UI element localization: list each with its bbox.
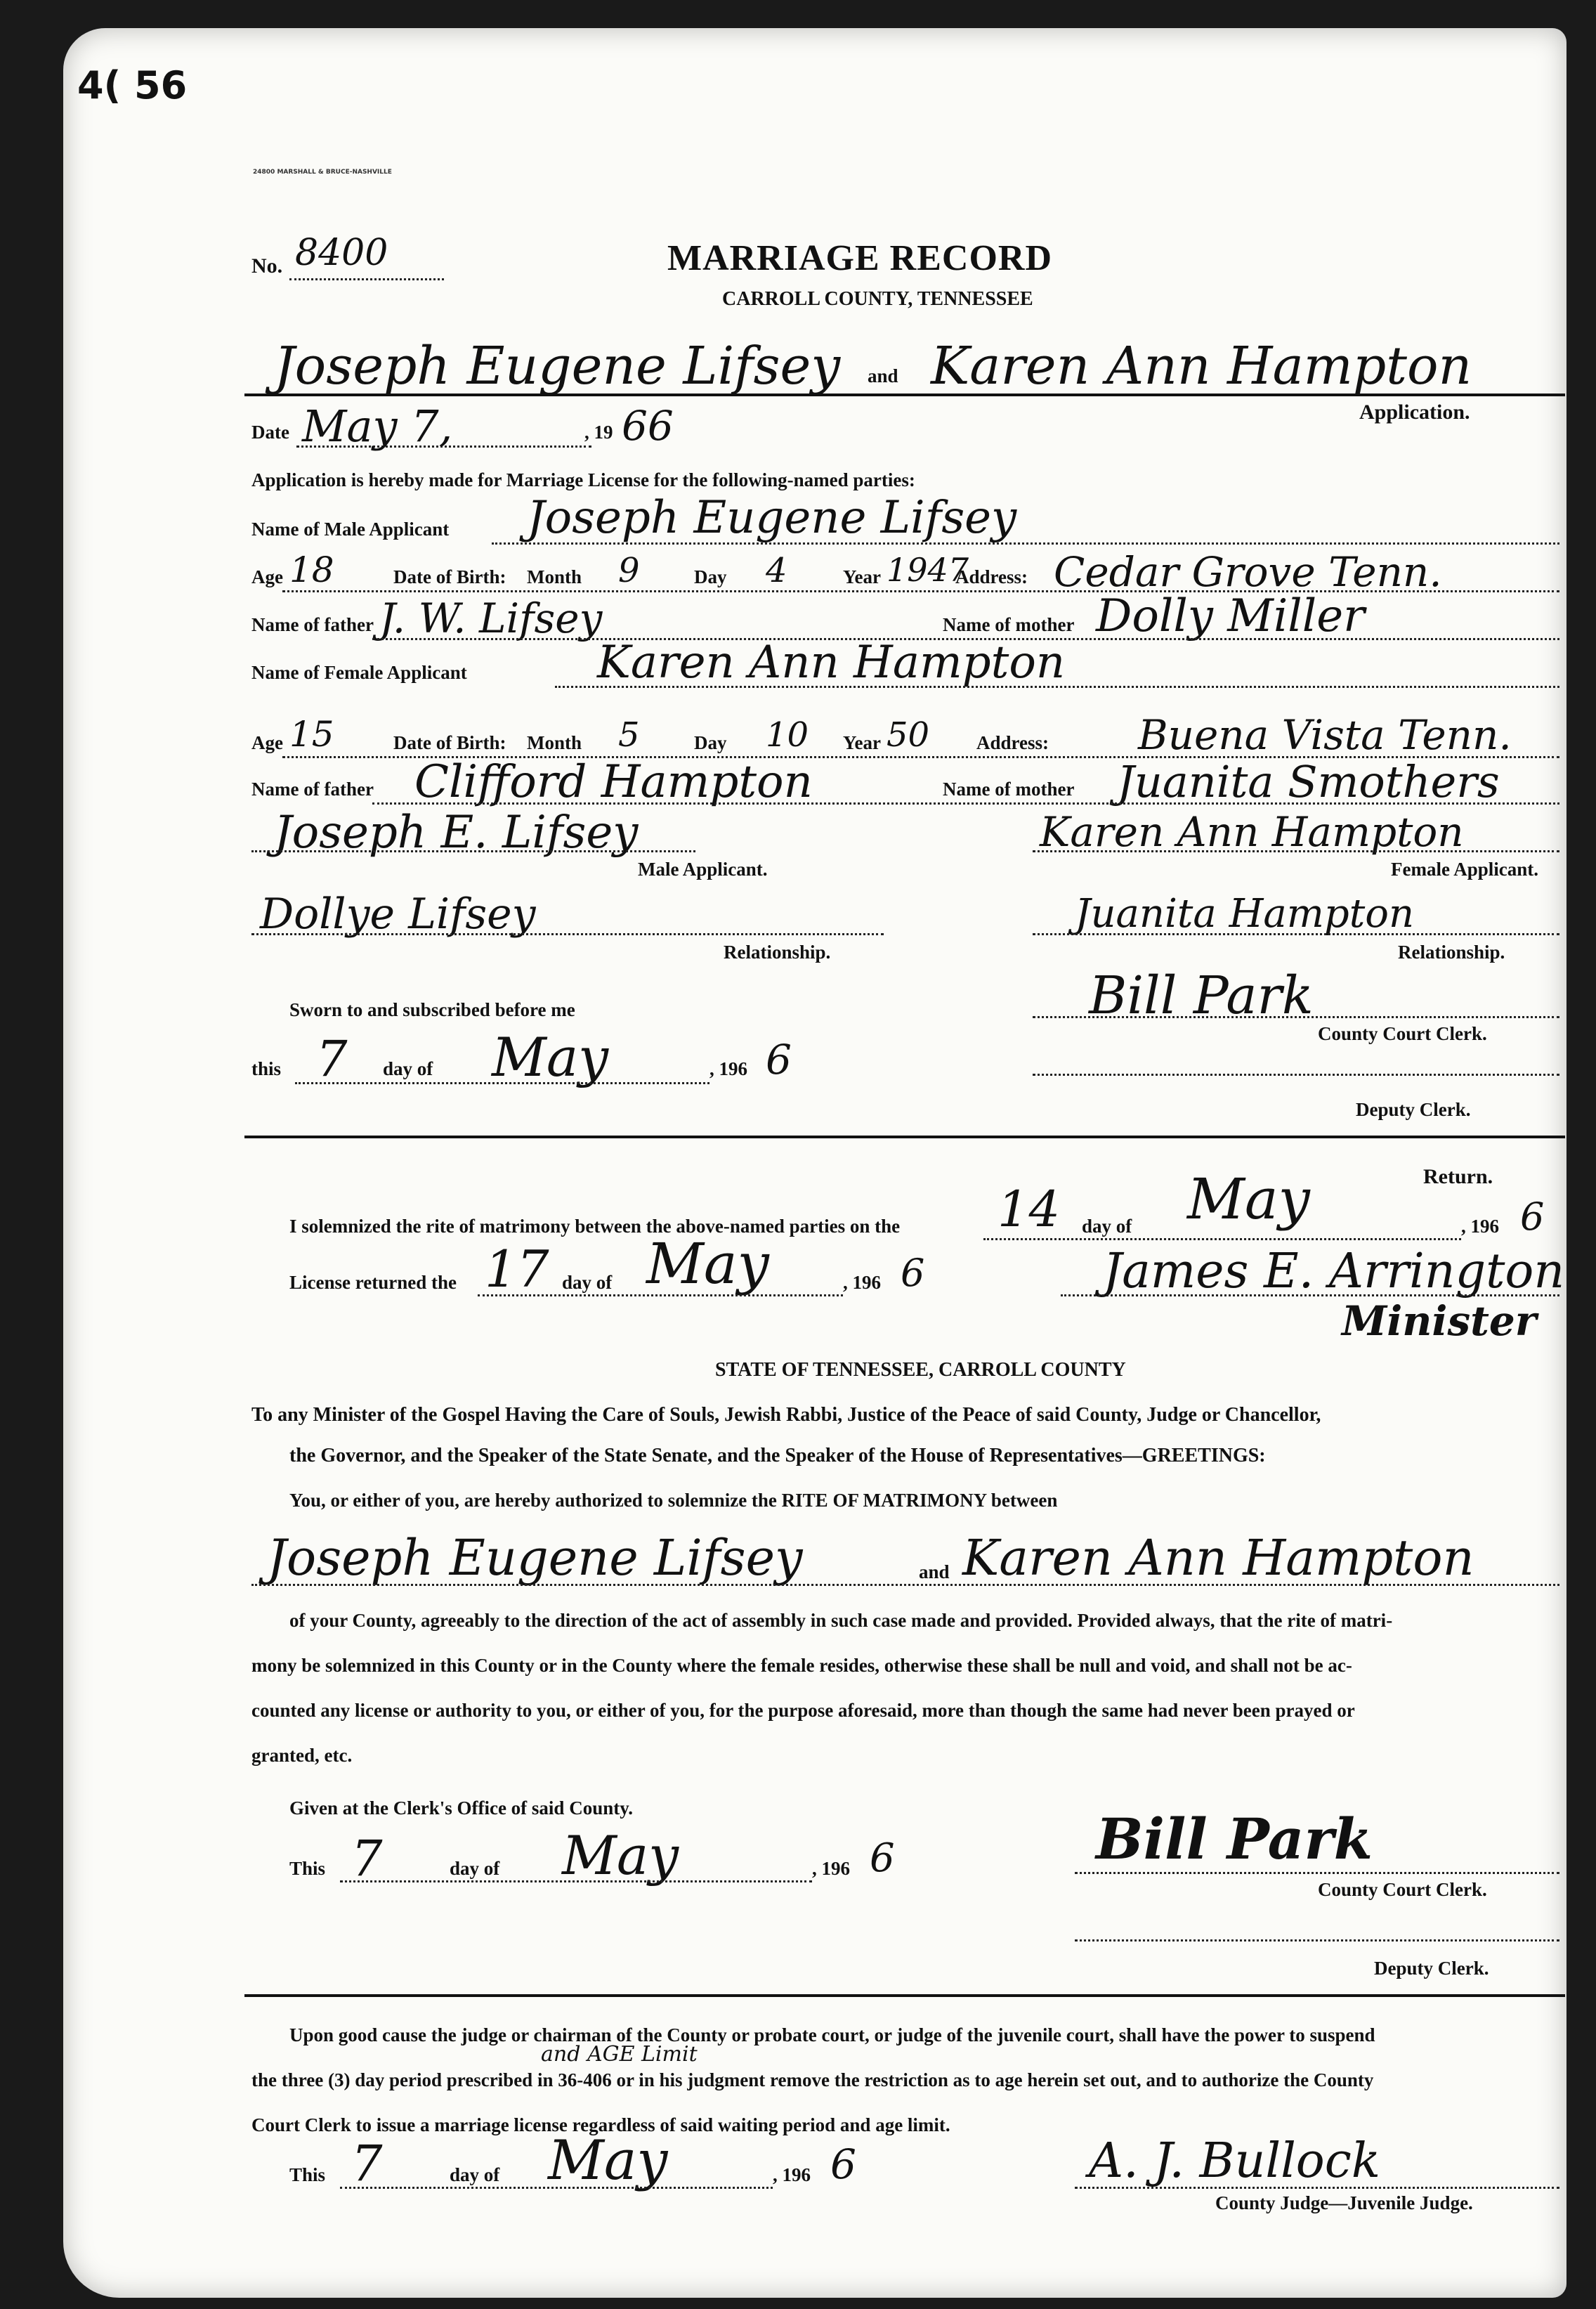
- waiver-month: May: [548, 2129, 668, 2192]
- county-subtitle: CARROLL COUNTY, TENNESSEE: [722, 288, 1033, 310]
- license-clerk-line: [1075, 1872, 1559, 1874]
- female-name-line: [555, 686, 1559, 688]
- date-label: Date: [251, 422, 289, 443]
- female-applicant-signature: Karen Ann Hampton: [1040, 808, 1464, 856]
- female-applicant-label: Female Applicant.: [1391, 859, 1538, 880]
- parties-rule: [244, 393, 1565, 396]
- license-month: May: [562, 1824, 679, 1887]
- license-body-4: granted, etc.: [251, 1745, 353, 1766]
- male-dob-label: Date of Birth:: [393, 566, 506, 587]
- female-mother-label: Name of mother: [943, 779, 1075, 800]
- female-sig-line: [1033, 850, 1559, 852]
- solemnized-line: [983, 1238, 1461, 1240]
- female-relationship-signature: Juanita Hampton: [1075, 891, 1415, 937]
- solemnized-year: 6: [1520, 1195, 1545, 1239]
- female-month-label: Month: [527, 732, 582, 753]
- sworn-date-line: [295, 1082, 709, 1084]
- female-year: 50: [887, 715, 930, 755]
- female-father: Clifford Hampton: [414, 756, 813, 808]
- application-rule: [244, 1136, 1565, 1138]
- male-day-label: Day: [694, 566, 727, 587]
- solemnized-text: I solemnized the rite of matrimony between the above-named parties on the: [289, 1216, 901, 1237]
- waiver-day-of-label: day of: [450, 2164, 500, 2185]
- female-address: Buena Vista Tenn.: [1138, 711, 1512, 759]
- male-year-label: Year: [843, 566, 881, 587]
- sworn-this-label: this: [251, 1058, 282, 1079]
- male-year: 1947: [887, 551, 969, 589]
- record-no: 8400: [295, 232, 388, 274]
- application-deputy-label: Deputy Clerk.: [1356, 1099, 1471, 1120]
- female-day-label: Day: [694, 732, 727, 753]
- returned-day-of-label: day of: [562, 1272, 613, 1293]
- state-heading: STATE OF TENNESSEE, CARROLL COUNTY: [715, 1359, 1126, 1381]
- judge-line: [1075, 2187, 1559, 2189]
- license-male-name: Joseph Eugene Lifsey: [267, 1529, 803, 1587]
- license-names-line: [251, 1584, 1559, 1586]
- returned-line: [478, 1294, 843, 1296]
- returned-year-prefix: , 196: [843, 1272, 881, 1293]
- female-age: 15: [289, 714, 334, 755]
- sworn-year: 6: [766, 1036, 792, 1084]
- license-clerk-signature: Bill Park: [1096, 1806, 1373, 1872]
- sworn-year-prefix: , 196: [709, 1058, 747, 1079]
- judge-label: County Judge—Juvenile Judge.: [1215, 2192, 1473, 2213]
- application-county-clerk-label: County Court Clerk.: [1318, 1023, 1487, 1044]
- record-no-line: [289, 278, 444, 280]
- sworn-month: May: [492, 1026, 609, 1088]
- license-county-clerk-label: County Court Clerk.: [1318, 1879, 1487, 1900]
- waiver-year: 6: [830, 2140, 856, 2188]
- male-relationship-label: Relationship.: [724, 942, 831, 963]
- waiver-line-3: Court Clerk to issue a marriage license regardless of said waiting period and age limit.: [251, 2114, 950, 2135]
- clerk-sig-line: [1033, 1016, 1559, 1018]
- minister-signature: James E. Arrington: [1103, 1244, 1565, 1299]
- male-age-line: [282, 590, 1559, 592]
- female-rel-line: [1033, 933, 1559, 935]
- solemnized-month: May: [1187, 1166, 1310, 1232]
- female-name: Karen Ann Hampton: [597, 637, 1066, 689]
- record-no-label: No.: [251, 254, 283, 278]
- return-section-label: Return.: [1423, 1165, 1493, 1188]
- license-and: and: [919, 1561, 950, 1582]
- male-mother-label: Name of mother: [943, 614, 1075, 635]
- waiver-this-label: This: [289, 2164, 326, 2185]
- application-clerk-signature: Bill Park: [1089, 965, 1314, 1026]
- given-text: Given at the Clerk's Office of said County.: [289, 1797, 633, 1819]
- male-relationship-signature: Dollye Lifsey: [260, 890, 536, 939]
- application-intro: Application is hereby made for Marriage License for the following-named parties:: [251, 469, 915, 490]
- waiver-date-line: [340, 2187, 773, 2189]
- male-month-label: Month: [527, 566, 582, 587]
- male-father: J. W. Lifsey: [379, 594, 603, 642]
- female-day: 10: [766, 715, 809, 755]
- female-party-name: Karen Ann Hampton: [931, 336, 1472, 396]
- judge-signature: A. J. Bullock: [1089, 2133, 1381, 2189]
- license-body-3: counted any license or authority to you, or either of you, for the purpose aforesaid, more than though the same had never been prayed or: [251, 1700, 1355, 1721]
- application-date: May 7,: [302, 401, 453, 452]
- greeting-line-1: To any Minister of the Gospel Having the Care of Souls, Jewish Rabbi, Justice of the Peace of said County, Judge or Chancellor,: [251, 1404, 1321, 1426]
- license-year-prefix: , 196: [812, 1858, 850, 1879]
- sworn-day: 7: [316, 1030, 348, 1088]
- male-month: 9: [618, 551, 640, 590]
- female-father-label: Name of father: [251, 779, 374, 800]
- minister-line: [1061, 1294, 1559, 1296]
- license-returned-label: License returned the: [289, 1272, 457, 1293]
- male-party-name: Joseph Eugene Lifsey: [274, 336, 841, 396]
- waiver-insert-note: and AGE Limit: [541, 2042, 698, 2067]
- returned-day: 17: [485, 1240, 549, 1299]
- female-mother: Juanita Smothers: [1117, 756, 1500, 807]
- printer-mark: 24800 MARSHALL & BRUCE-NASHVILLE: [253, 169, 392, 176]
- license-day: 7: [351, 1830, 383, 1887]
- license-female-name: Karen Ann Hampton: [962, 1529, 1474, 1587]
- application-section-label: Application.: [1359, 401, 1470, 424]
- male-applicant-label: Male Applicant.: [638, 859, 768, 880]
- waiver-day: 7: [351, 2135, 383, 2192]
- male-address-label: Address:: [955, 566, 1028, 587]
- sworn-label: Sworn to and subscribed before me: [289, 999, 575, 1020]
- male-age-label: Age: [251, 566, 283, 587]
- female-relationship-label: Relationship.: [1398, 942, 1505, 963]
- application-year: 66: [622, 402, 674, 450]
- deputy-line: [1033, 1074, 1559, 1076]
- waiver-line-2: the three (3) day period prescribed in 36-406 or in his judgment remove the restriction as to age herein set out, and to authorize the County: [251, 2069, 1374, 2090]
- parties-and: and: [868, 365, 898, 386]
- license-deputy-label: Deputy Clerk.: [1374, 1958, 1489, 1979]
- male-day: 4: [766, 551, 787, 590]
- male-father-label: Name of father: [251, 614, 374, 635]
- returned-month: May: [646, 1231, 769, 1296]
- male-rel-line: [251, 933, 884, 935]
- returned-year: 6: [901, 1251, 925, 1295]
- male-sig-line: [251, 850, 695, 852]
- license-rule: [244, 1994, 1565, 1997]
- male-mother: Dolly Miller: [1096, 590, 1365, 642]
- authorize-text: You, or either of you, are hereby authorized to solemnize the RITE OF MATRIMONY between: [289, 1490, 1058, 1511]
- sworn-day-of-label: day of: [383, 1058, 433, 1079]
- waiver-year-prefix: , 196: [773, 2164, 811, 2185]
- solemnized-year-prefix: , 196: [1461, 1216, 1499, 1237]
- male-address: Cedar Grove Tenn.: [1054, 548, 1442, 596]
- female-address-label: Address:: [976, 732, 1049, 753]
- license-year: 6: [870, 1835, 895, 1881]
- license-body-1: of your County, agreeably to the direction of the act of assembly in such case made and provided. Provided always, that the rite of matri-: [289, 1610, 1393, 1631]
- minister-title: Minister: [1342, 1297, 1537, 1345]
- solemnized-day: 14: [998, 1180, 1061, 1238]
- female-dob-label: Date of Birth:: [393, 732, 506, 753]
- greeting-line-2: the Governor, and the Speaker of the State Senate, and the Speaker of the House of Representatives—GREETINGS:: [289, 1445, 1266, 1466]
- license-day-of-label: day of: [450, 1858, 500, 1879]
- license-deputy-line: [1075, 1939, 1559, 1941]
- male-applicant-signature: Joseph E. Lifsey: [274, 807, 639, 859]
- male-name-label: Name of Male Applicant: [251, 519, 450, 540]
- license-this-label: This: [289, 1858, 326, 1879]
- male-name: Joseph Eugene Lifsey: [527, 492, 1017, 544]
- solemnized-day-of-label: day of: [1082, 1216, 1132, 1237]
- page-number: 4( 56: [77, 63, 188, 108]
- female-age-label: Age: [251, 732, 283, 753]
- male-age: 18: [289, 549, 334, 590]
- license-date-line: [340, 1880, 812, 1882]
- female-parents-line: [372, 802, 1559, 805]
- page-title: MARRIAGE RECORD: [667, 238, 1052, 278]
- year-prefix: , 19: [584, 422, 613, 443]
- female-month: 5: [618, 715, 640, 755]
- license-body-2: mony be solemnized in this County or in the County where the female resides, otherwise these shall be null and void, and shall not be ac-: [251, 1655, 1352, 1676]
- marriage-record-page: [63, 28, 1566, 2298]
- female-name-label: Name of Female Applicant: [251, 662, 467, 683]
- female-year-label: Year: [843, 732, 881, 753]
- waiver-line-1: Upon good cause the judge or chairman of the County or probate court, or judge of the juvenile court, shall have the power to suspend: [289, 2024, 1375, 2045]
